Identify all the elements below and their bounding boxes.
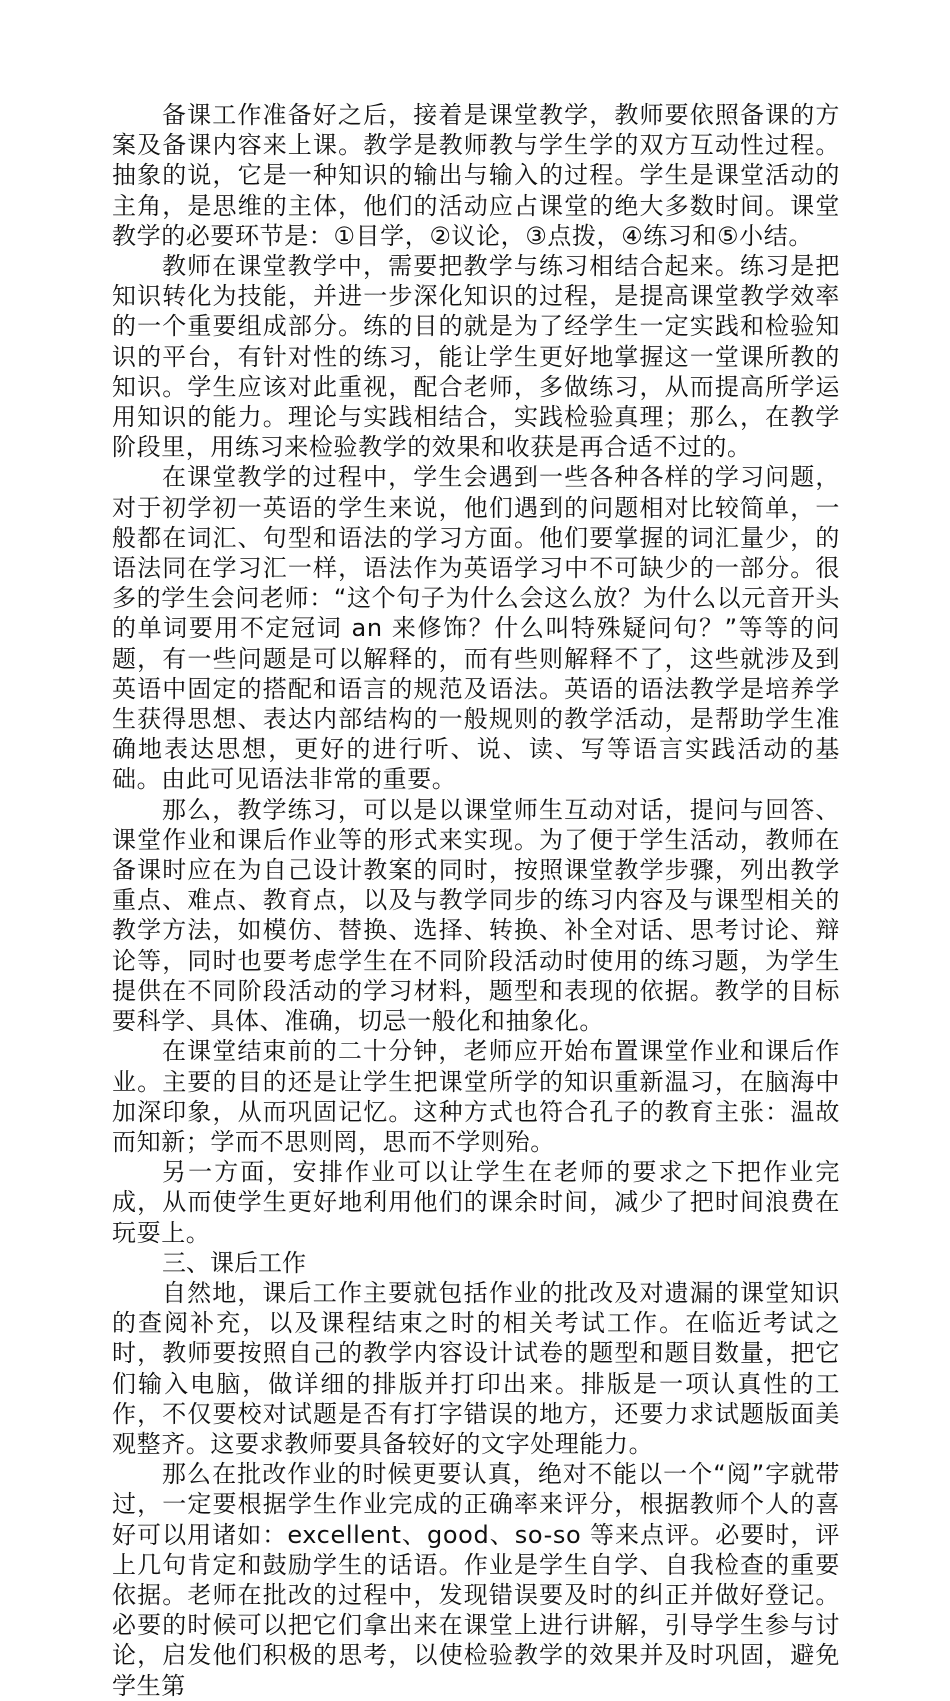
paragraph-4: 那么，教学练习，可以是以课堂师生互动对话，提问与回答、课堂作业和课后作业等的形式来实现。为了便于学生活动，教师在备课时应在为自己设计教案的同时，按照课堂教学步骤，列出教学重点、难点、教育点，以及与教学同步的练习内容及与课型相关的教学方法，如模仿、替换、选择、转换、补全对话、思考讨论、辩论等，同时也要考虑学生在不同阶段活动时使用的练习题，为学生提供在不同阶段活动的学习材料，题型和表现的依据。教学的目标要科学、具体、准确，切忌一般化和抽象化。 <box>112 795 840 1036</box>
paragraph-3: 在课堂教学的过程中，学生会遇到一些各种各样的学习问题，对于初学初一英语的学生来说，他们遇到的问题相对比较简单，一般都在词汇、句型和语法的学习方面。他们要掌握的词汇量少，的语法同在学习汇一样，语法作为英语学习中不可缺少的一部分。很多的学生会问老师：“这个句子为什么会这么放？为什么以元音开头的单词要用不定冠词 an 来修饰？什么叫特殊疑问句？”等等的问题，有一些问题是可以解释的，而有些则解释不了，这些就涉及到英语中固定的搭配和语言的规范及语法。英语的语法教学是培养学生获得思想、表达内部结构的一般规则的教学活动，是帮助学生准确地表达思想，更好的进行听、说、读、写等语言实践活动的基础。由此可见语法非常的重要。 <box>112 463 840 794</box>
paragraph-5: 在课堂结束前的二十分钟，老师应开始布置课堂作业和课后作业。主要的目的还是让学生把课堂所学的知识重新温习，在脑海中加深印象，从而巩固记忆。这种方式也符合孔子的教育主张：温故而知新；学而不思则罔，思而不学则殆。 <box>112 1037 840 1156</box>
document-page <box>112 100 840 1700</box>
paragraph-8: 那么在批改作业的时候更要认真，绝对不能以一个“阅”字就带过，一定要根据学生作业完成的正确率来评分，根据教师个人的喜好可以用诸如：excellent、good、so-so 等来点评。必要时，评上几句肯定和鼓励学生的话语。作业是学生自学、自我检查的重要依据。老师在批改的过程中，发现错误要及时的纠正并做好登记。必要的时候可以把它们拿出来在课堂上进行讲解，引导学生参与讨论，启发他们积极的思考，以使检验教学的效果并及时巩固，避免学生第 <box>112 1460 840 1700</box>
paragraph-7: 自然地，课后工作主要就包括作业的批改及对遗漏的课堂知识的查阅补充，以及课程结束之时的相关考试工作。在临近考试之时，教师要按照自己的教学内容设计试卷的题型和题目数量，把它们输入电脑，做详细的排版并打印出来。排版是一项认真性的工作，不仅要校对试题是否有打字错误的地方，还要力求试题版面美观整齐。这要求教师要具备较好的文字处理能力。 <box>112 1278 840 1458</box>
paragraph-2: 教师在课堂教学中，需要把教学与练习相结合起来。练习是把知识转化为技能，并进一步深化知识的过程，是提高课堂教学效率的一个重要组成部分。练的目的就是为了经学生一定实践和检验知识的平台，有针对性的练习，能让学生更好地掌握这一堂课所教的知识。学生应该对此重视，配合老师，多做练习，从而提高所学运用知识的能力。理论与实践相结合，实践检验真理；那么，在教学阶段里，用练习来检验教学的效果和收获是再合适不过的。 <box>112 252 840 462</box>
section-heading: 三、课后工作 <box>162 1248 306 1277</box>
paragraph-1: 备课工作准备好之后，接着是课堂教学，教师要依照备课的方案及备课内容来上课。教学是教师教与学生学的双方互动性过程。抽象的说，它是一种知识的输出与输入的过程。学生是课堂活动的主角，是思维的主体，他们的活动应占课堂的绝大多数时间。课堂教学的必要环节是：①目学，②议论，③点拨，④练习和⑤小结。 <box>112 101 840 250</box>
paragraph-6: 另一方面，安排作业可以让学生在老师的要求之下把作业完成，从而使学生更好地利用他们的课余时间，减少了把时间浪费在玩耍上。 <box>112 1158 840 1247</box>
